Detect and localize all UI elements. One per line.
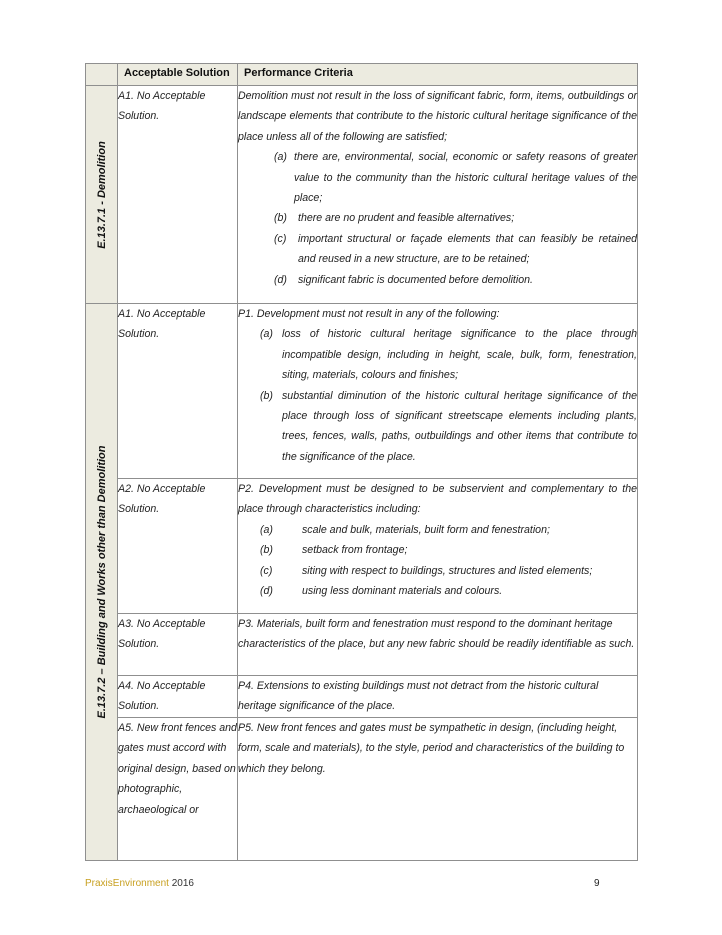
criteria-item [238, 540, 637, 560]
acceptable-solution-cell: A3. No Acceptable Solution. [118, 614, 238, 676]
table-row [86, 614, 638, 676]
criteria-item-text: significant fabric is documented before demolition. [298, 273, 533, 286]
section-label-building-works [86, 304, 118, 861]
table-row [86, 479, 638, 614]
criteria-item-text: loss of historic cultural heritage significance to the place through incompatible design, including in height, scale, bulk, form, fenestration, siting, materials, colours and finishes; [282, 328, 637, 382]
criteria-item-label: (d) [274, 273, 287, 286]
criteria-item [238, 147, 637, 208]
acceptable-solution-cell: A1. No Acceptable Solution. [118, 86, 238, 304]
footer-year: 2016 [171, 878, 194, 889]
page-number: 9 [594, 878, 600, 889]
criteria-intro: P3. Materials, built form and fenestration must respond to the dominant heritage characteristics of the place, but any new fabric should be readily identifiable as such. [238, 618, 635, 651]
acceptable-solution-cell: A1. No Acceptable Solution. [118, 304, 238, 479]
criteria-item-label: (b) [274, 212, 287, 225]
table-row [86, 718, 638, 861]
criteria-item-label: (b) [260, 389, 273, 402]
criteria-item-text: there are, environmental, social, economic or safety reasons of greater value to the community than the historic cultural heritage values of the place; [294, 151, 637, 205]
criteria-item-text: important structural or façade elements that can feasibly be retained and reused in a new structure, are to be retained; [298, 232, 637, 266]
criteria-item [238, 386, 637, 468]
criteria-item-label: (d) [260, 585, 273, 598]
performance-criteria-cell [238, 718, 638, 861]
criteria-item-label: (b) [260, 544, 273, 557]
criteria-item [238, 229, 637, 270]
criteria-item-label: (a) [260, 328, 273, 341]
criteria-intro: P2. Development must be designed to be subservient and complementary to the place through characteristics including: [238, 483, 637, 516]
performance-criteria-cell [238, 614, 638, 676]
section-label-demolition [86, 86, 118, 304]
performance-criteria-cell [238, 304, 638, 479]
section-label-text: E.13.7.1 - Demolition [95, 140, 108, 249]
table-row [86, 86, 638, 304]
criteria-item-text: scale and bulk, materials, built form and fenestration; [302, 523, 550, 536]
footer-brand [85, 878, 194, 889]
criteria-item [238, 270, 637, 290]
table-header-row [86, 64, 638, 86]
acceptable-solution-cell: A2. No Acceptable Solution. [118, 479, 238, 614]
criteria-item-label: (a) [274, 151, 287, 164]
table-row [86, 304, 638, 479]
criteria-item-text: using less dominant materials and colours. [302, 585, 503, 598]
criteria-intro: P4. Extensions to existing buildings must not detract from the historic cultural heritage significance of the place. [238, 680, 599, 713]
criteria-intro: P5. New front fences and gates must be sympathetic in design, (including height, form, scale and materials), to the style, period and characteristics of the building to which they belong. [238, 722, 625, 775]
criteria-item-text: siting with respect to buildings, structures and listed elements; [302, 564, 593, 577]
criteria-item [238, 520, 637, 540]
performance-criteria-cell [238, 676, 638, 718]
header-performance-criteria: Performance Criteria [238, 64, 638, 86]
table-row [86, 676, 638, 718]
performance-criteria-cell [238, 86, 638, 304]
criteria-item [238, 208, 637, 228]
criteria-item-label: (a) [260, 523, 273, 536]
header-blank-cell [86, 64, 118, 86]
acceptable-solution-cell: A5. New front fences and gates must accord with original design, based on photographic, archaeological or [118, 718, 238, 861]
criteria-intro: Demolition must not result in the loss of significant fabric, form, items, outbuildings or landscape elements that contribute to the historic cultural heritage significance of the place unless all of the following are satisfied; [238, 90, 637, 143]
criteria-item [238, 324, 637, 385]
criteria-item [238, 561, 637, 581]
criteria-item-text: there are no prudent and feasible alternatives; [298, 212, 515, 225]
performance-criteria-cell [238, 479, 638, 614]
header-acceptable-solution: Acceptable Solution [118, 64, 238, 86]
heritage-standards-table [85, 63, 638, 861]
criteria-item-label: (c) [274, 232, 287, 245]
criteria-item-text: setback from frontage; [302, 544, 408, 557]
criteria-intro: P1. Development must not result in any of the following: [238, 308, 500, 320]
acceptable-solution-cell: A4. No Acceptable Solution. [118, 676, 238, 718]
criteria-item-label: (c) [260, 564, 273, 577]
footer-brand-name: PraxisEnvironment [85, 878, 169, 889]
criteria-item [238, 581, 637, 601]
section-label-text: E.13.7.2 – Building and Works other than Demolition [95, 445, 108, 719]
criteria-item-text: substantial diminution of the historic cultural heritage significance of the place through loss of significant streetscape elements including plants, trees, fences, walls, paths, outbuildings and other items that contribute to the significance of the place. [282, 389, 637, 463]
